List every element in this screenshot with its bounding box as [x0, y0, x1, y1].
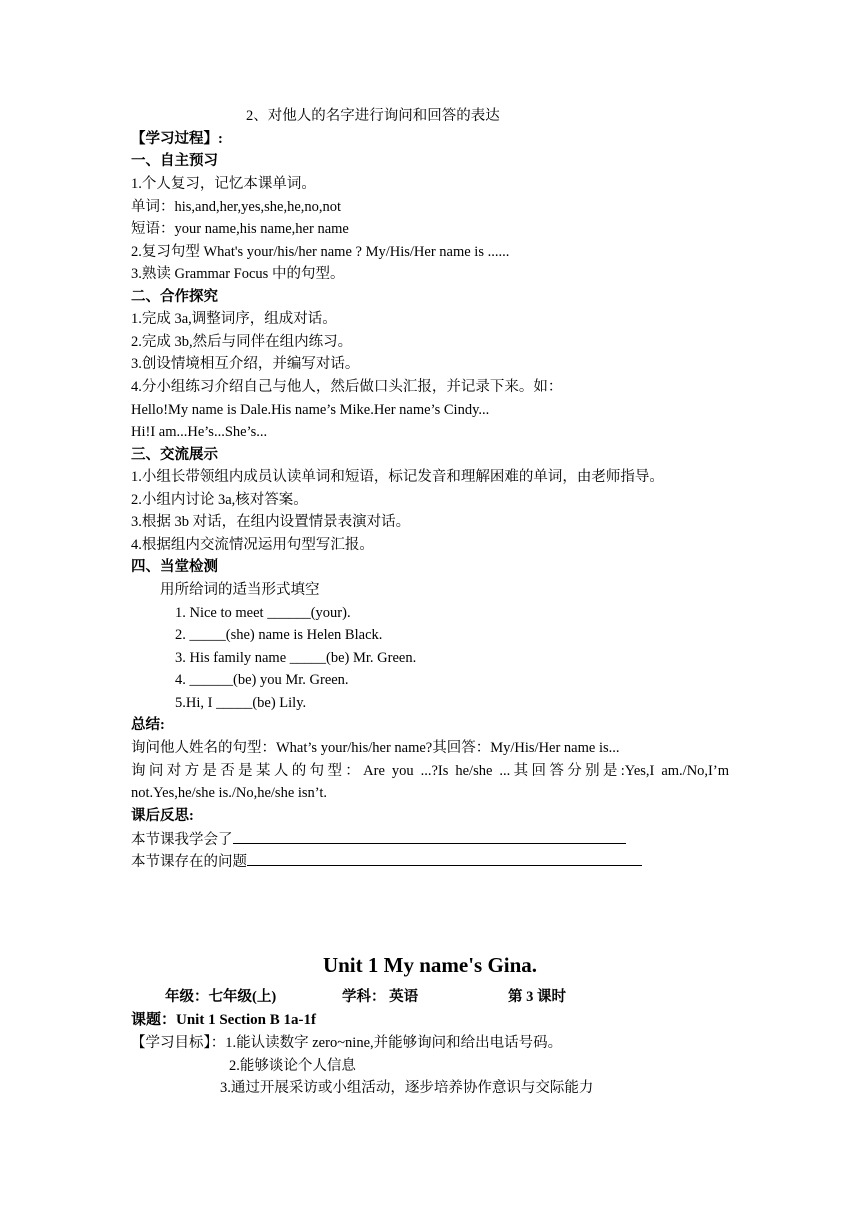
period-label: 第 3 课时 — [508, 989, 566, 1005]
section-3-line: 2.小组内讨论 3a,核对答案。 — [131, 492, 308, 508]
section-1-line: 2.复习句型 What's your/his/her name ? My/His/Her name is ...... — [131, 244, 510, 260]
section-2-line: Hi!I am...He’s...She’s... — [131, 424, 268, 440]
lesson-meta — [165, 988, 566, 1006]
reflection-problems-label: 本节课存在的问题 — [131, 854, 247, 870]
learned-answer-blank[interactable] — [233, 830, 626, 844]
section-1-line: 1.个人复习，记忆本课单词。 — [131, 176, 316, 192]
reflection-problems — [131, 852, 642, 871]
exercise-question: 5.Hi, I _____(be) Lily. — [175, 695, 307, 711]
learning-goal: 2.能够谈论个人信息 — [229, 1058, 356, 1074]
exercise-question: 1. Nice to meet ______(your). — [175, 605, 351, 621]
summary-line: 询问他人姓名的句型：What’s your/his/her name?其回答：My/His/Her name is... — [131, 740, 620, 756]
section-3-line: 4.根据组内交流情况运用句型写汇报。 — [131, 537, 374, 553]
unit-title: Unit 1 My name's Gina. — [322, 953, 538, 977]
section-2-heading: 二、合作探究 — [131, 289, 218, 305]
exercise-question: 4. ______(be) you Mr. Green. — [175, 672, 349, 688]
problems-answer-blank[interactable] — [247, 852, 642, 866]
section-2-line: 3.创设情境相互介绍，并编写对话。 — [131, 356, 360, 372]
section-1-line: 3.熟读 Grammar Focus 中的句型。 — [131, 266, 345, 282]
subject-label: 学科： 英语 — [342, 989, 419, 1005]
section-2-line: 1.完成 3a,调整词序，组成对话。 — [131, 311, 337, 327]
reflection-learned — [131, 830, 626, 849]
section-3-heading: 三、交流展示 — [131, 447, 218, 463]
lesson-topic: 课题：Unit 1 Section B 1a-1f — [131, 1012, 316, 1028]
section-2-line: 2.完成 3b,然后与同伴在组内练习。 — [131, 334, 353, 350]
section-4-heading: 四、当堂检测 — [131, 559, 218, 575]
section-3-line: 1.小组长带领组内成员认读单词和短语，标记发音和理解困难的单词，由老师指导。 — [131, 469, 664, 485]
reflection-learned-label: 本节课我学会了 — [131, 832, 233, 848]
objective-line: 2、对他人的名字进行询问和回答的表达 — [246, 108, 500, 124]
summary-heading: 总结: — [131, 717, 165, 733]
grade-label: 年级：七年级(上) — [165, 989, 277, 1005]
section-3-line: 3.根据 3b 对话，在组内设置情景表演对话。 — [131, 514, 411, 530]
exercise-question: 3. His family name _____(be) Mr. Green. — [175, 650, 417, 666]
reflection-heading: 课后反思: — [131, 808, 194, 824]
exercise-question: 2. _____(she) name is Helen Black. — [175, 627, 383, 643]
section-1-heading: 一、自主预习 — [131, 153, 218, 169]
summary-paragraph: 询问对方是否是某人的句型：Are you ...?Is he/she ...其回答分别是:Yes,I am./No,I’m not.Yes,he/she is./No,he/she isn’t. — [131, 763, 729, 801]
section-1-line: 单词：his,and,her,yes,she,he,no,not — [131, 199, 342, 215]
section-2-line: Hello!My name is Dale.His name’s Mike.Her name’s Cindy... — [131, 402, 490, 418]
exercise-instruction: 用所给词的适当形式填空 — [160, 582, 320, 598]
section-1-line: 短语：your name,his name,her name — [131, 221, 349, 237]
section-2-line: 4.分小组练习介绍自己与他人，然后做口头汇报，并记录下来。如： — [131, 379, 563, 395]
process-heading: 【学习过程】: — [131, 131, 223, 147]
learning-goal: 【学习目标】：1.能认读数字 zero~nine,并能够询问和给出电话号码。 — [131, 1035, 563, 1051]
learning-goal: 3.通过开展采访或小组活动，逐步培养协作意识与交际能力 — [220, 1080, 594, 1096]
